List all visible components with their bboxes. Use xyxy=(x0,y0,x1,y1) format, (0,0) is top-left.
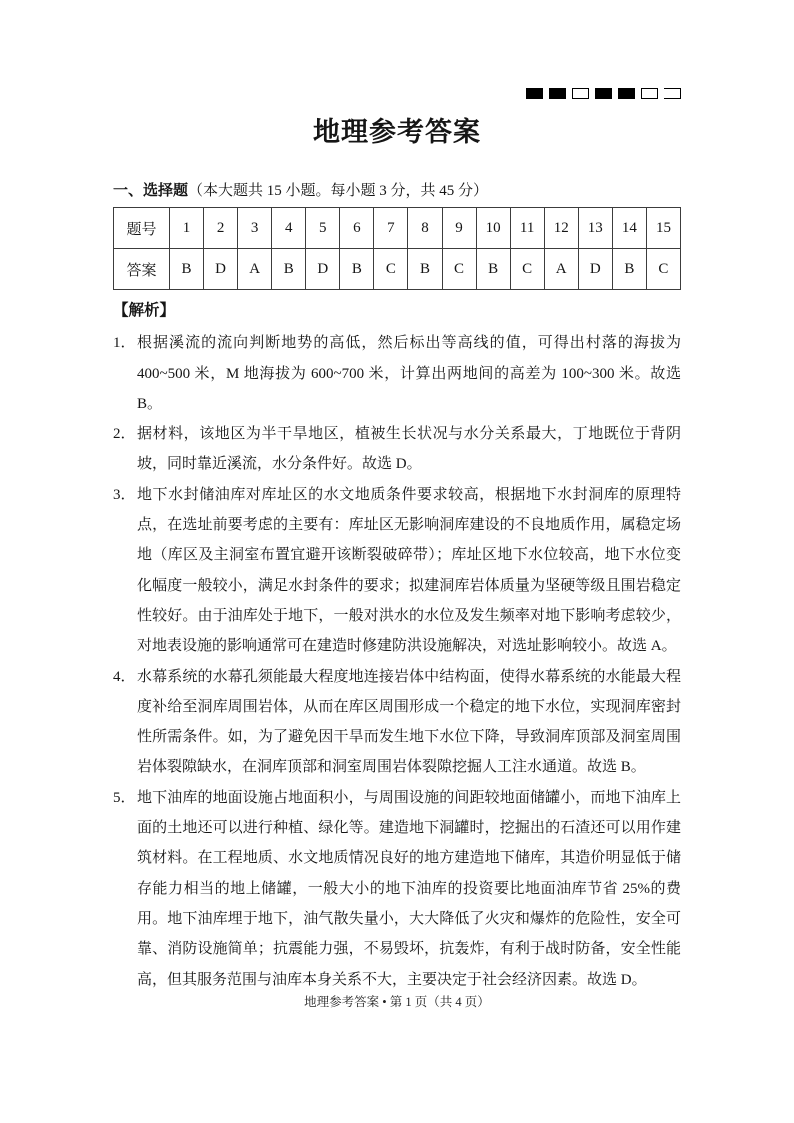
answer-cell: A xyxy=(238,249,272,290)
registration-marks xyxy=(526,88,681,99)
registration-mark xyxy=(526,88,543,99)
question-number-cell: 7 xyxy=(374,208,408,249)
registration-mark xyxy=(641,88,658,99)
question-number-cell: 4 xyxy=(272,208,306,249)
section-heading-detail: （本大题共 15 小题。每小题 3 分，共 45 分） xyxy=(188,183,489,199)
question-number-cell: 9 xyxy=(442,208,476,249)
answer-row xyxy=(114,249,681,290)
analysis-label: 【解析】 xyxy=(113,302,176,319)
analysis-item-1 xyxy=(113,328,681,419)
question-number-cell: 15 xyxy=(646,208,680,249)
answer-cell: D xyxy=(578,249,612,290)
question-number-cell: 12 xyxy=(544,208,578,249)
answer-cell: C xyxy=(646,249,680,290)
section-heading xyxy=(113,179,681,200)
analysis-item-2 xyxy=(113,419,681,480)
question-number-cell: 3 xyxy=(238,208,272,249)
question-number-cell: 11 xyxy=(510,208,544,249)
analysis-item-5 xyxy=(113,783,681,995)
answer-cell: C xyxy=(374,249,408,290)
question-number-cell: 6 xyxy=(340,208,374,249)
analysis-item-3 xyxy=(113,480,681,662)
analysis-item-5-number: 5． xyxy=(113,789,136,806)
answer-row-header: 答案 xyxy=(114,249,170,290)
analysis-item-4-number: 4． xyxy=(113,668,136,685)
answer-cell: B xyxy=(476,249,510,290)
question-number-cell: 8 xyxy=(408,208,442,249)
analysis-item-2-text: 据材料，该地区为半干旱地区，植被生长状况与水分关系最大，丁地既位于背阴坡，同时靠近溪流，水分条件好。故选 D。 xyxy=(137,426,681,473)
registration-mark xyxy=(595,88,612,99)
answer-cell: B xyxy=(612,249,646,290)
answer-cell: A xyxy=(544,249,578,290)
question-number-cell: 13 xyxy=(578,208,612,249)
question-number-cell: 10 xyxy=(476,208,510,249)
analysis-item-3-text: 地下水封储油库对库址区的水文地质条件要求较高，根据地下水封洞库的原理特点，在选址前要考虑的主要有：库址区无影响洞库建设的不良地质作用，属稳定场地（库区及主洞室布置宜避开该断裂破碎带）；库址区地下水位较高，地下水位变化幅度一般较小，满足水封条件的要求；拟建洞库岩体质量为坚硬等级且围岩稳定性较好。由于油库处于地下，一般对洪水的水位及发生频率对地下影响考虑较少，对地表设施的影响通常可在建造时修建防洪设施解决，对选址影响较小。故选 A。 xyxy=(137,486,681,655)
answer-cell: B xyxy=(408,249,442,290)
analysis-item-2-number: 2． xyxy=(113,426,136,443)
question-number-cell: 14 xyxy=(612,208,646,249)
section-heading-label: 一、选择题 xyxy=(113,182,189,199)
analysis-item-3-number: 3． xyxy=(113,486,136,503)
registration-mark xyxy=(549,88,566,99)
question-number-cell: 5 xyxy=(306,208,340,249)
registration-mark xyxy=(618,88,635,99)
analysis-item-4-text: 水幕系统的水幕孔须能最大程度地连接岩体中结构面，使得水幕系统的水能最大程度补给至洞库周围岩体，从而在库区周围形成一个稳定的地下水位，实现洞库密封性所需条件。如，为了避免因干旱而发生地下水位下降，导致洞库顶部及洞室周围岩体裂隙缺水，在洞库顶部和洞室周围岩体裂隙挖掘人工注水通道。故选 B。 xyxy=(137,668,681,776)
answer-cell: B xyxy=(170,249,204,290)
answer-cell: D xyxy=(204,249,238,290)
question-number-row xyxy=(114,208,681,249)
registration-mark xyxy=(572,88,589,99)
registration-mark xyxy=(664,88,681,99)
answer-cell: D xyxy=(306,249,340,290)
analysis-item-1-text: 根据溪流的流向判断地势的高低，然后标出等高线的值，可得出村落的海拔为 400~500 米，M 地海拔为 600~700 米，计算出两地间的高差为 100~300 米。故选 B。 xyxy=(137,335,681,412)
page-footer: 地理参考答案 • 第 1 页（共 4 页） xyxy=(304,995,490,1009)
analysis-section xyxy=(113,296,681,995)
question-number-cell: 1 xyxy=(170,208,204,249)
answer-cell: C xyxy=(510,249,544,290)
analysis-item-5-text: 地下油库的地面设施占地面积小，与周围设施的间距较地面储罐小，而地下油库上面的土地还可以进行种植、绿化等。建造地下洞罐时，挖掘出的石渣还可以用作建筑材料。在工程地质、水文地质情况良好的地方建造地下储库，其造价明显低于储存能力相当的地上储罐，一般大小的地下油库的投资要比地面油库节省 25%的费用。地下油库埋于地下，油气散失量小，大大降低了火灾和爆炸的危险性，安全可靠、消防设施简单；抗震能力强，不易毁坏，抗轰炸，有利于战时防备，安全性能高，但其服务范围与油库本身关系不大，主要决定于社会经济因素。故选 D。 xyxy=(137,789,681,988)
page-title: 地理参考答案 xyxy=(313,117,481,147)
answer-cell: C xyxy=(442,249,476,290)
question-number-row-header: 题号 xyxy=(114,208,170,249)
answer-table xyxy=(113,207,681,290)
question-number-cell: 2 xyxy=(204,208,238,249)
analysis-item-4 xyxy=(113,662,681,783)
analysis-item-1-number: 1． xyxy=(113,335,136,352)
answer-cell: B xyxy=(272,249,306,290)
answer-cell: B xyxy=(340,249,374,290)
